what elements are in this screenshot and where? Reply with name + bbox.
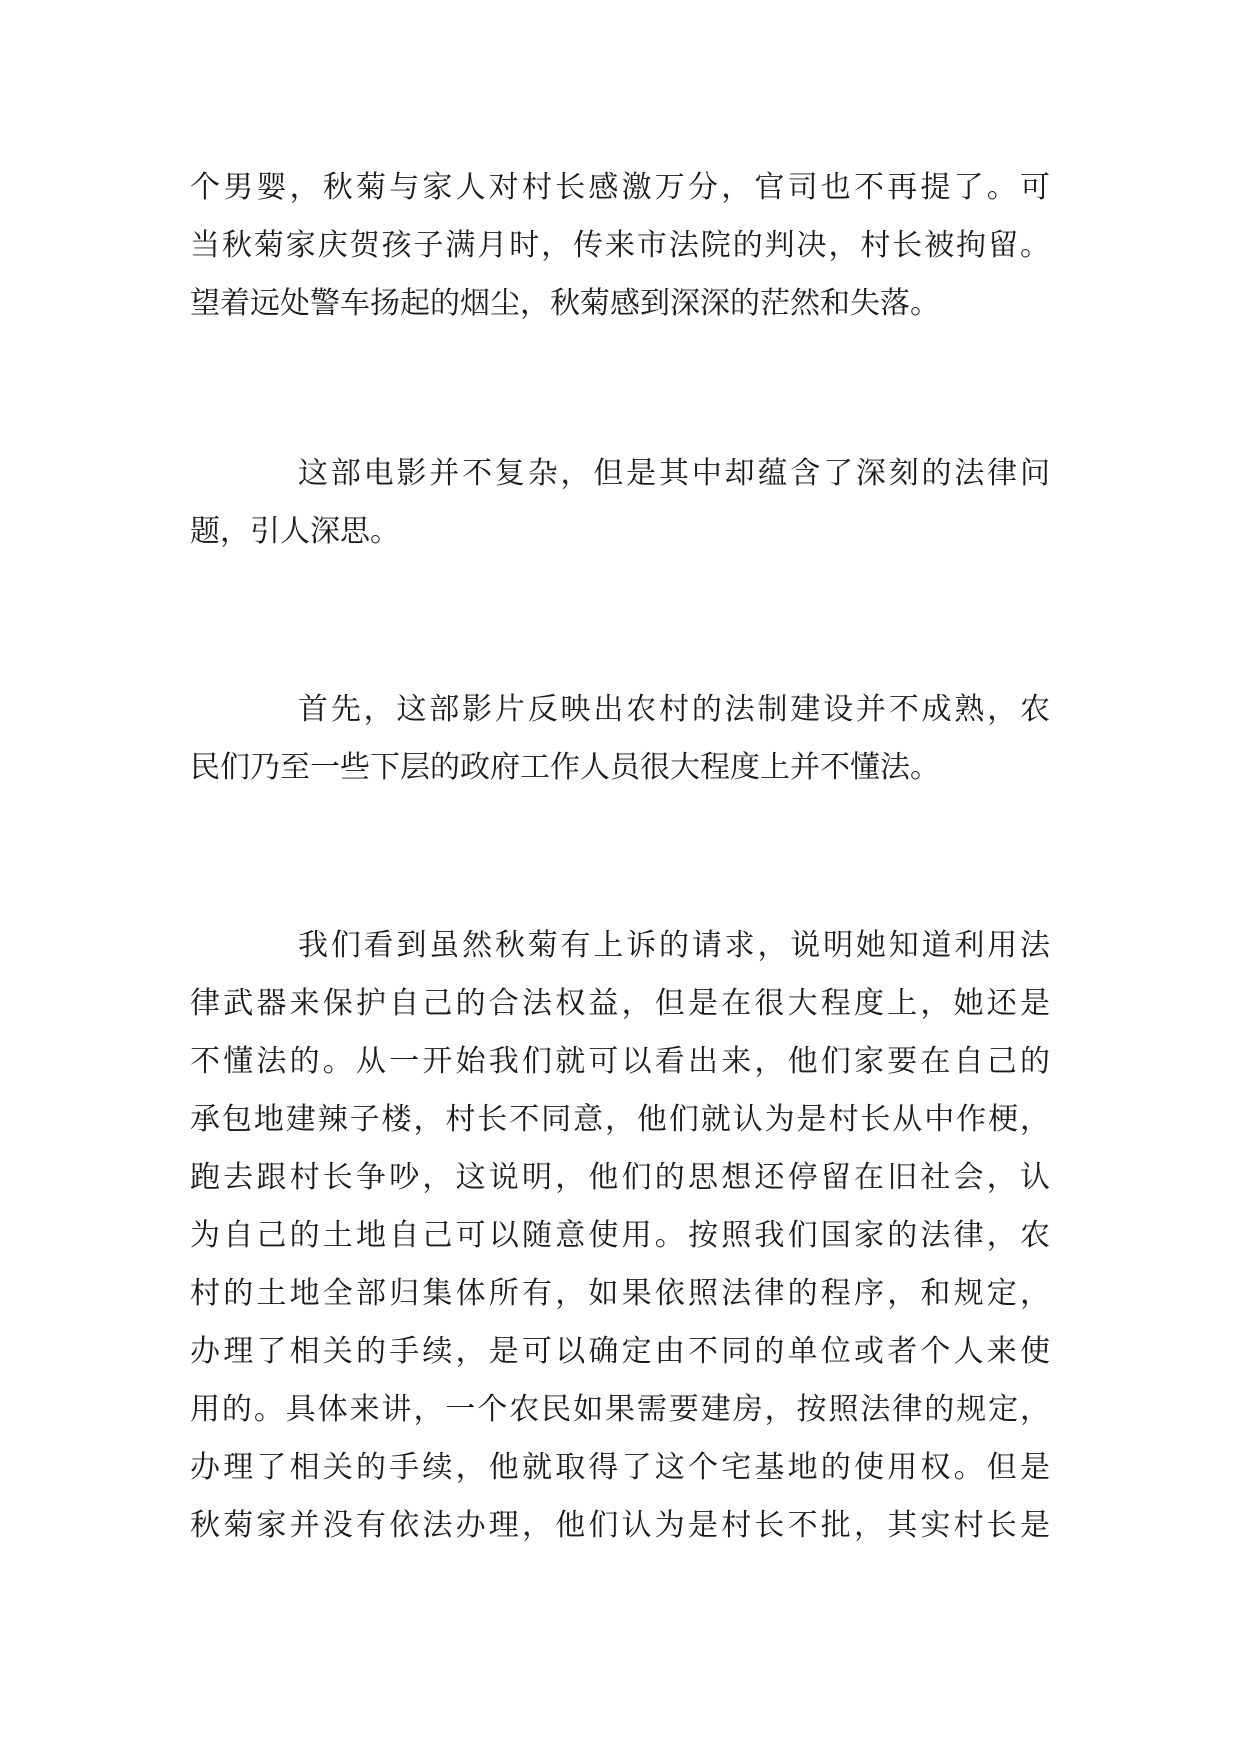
- text-line: 秋菊家并没有依法办理，他们认为是村长不批，其实村长是: [190, 1508, 1050, 1543]
- text-line: 律武器来保护自己的合法权益，但是在很大程度上，她还是: [190, 986, 1050, 1021]
- text-line: 用的。具体来讲，一个农民如果需要建房，按照法律的规定，: [190, 1392, 1050, 1427]
- text-line: 望着远处警车扬起的烟尘，秋菊感到深深的茫然和失落。: [190, 286, 940, 321]
- paragraph-first-point: [190, 681, 1050, 797]
- text-line: 个男婴，秋菊与家人对村长感激万分，官司也不再提了。可: [190, 170, 1050, 205]
- paragraph-continuation: [190, 159, 1050, 333]
- text-line: 办理了相关的手续，他就取得了这个宅基地的使用权。但是: [190, 1450, 1050, 1485]
- text-line: 为自己的土地自己可以随意使用。按照我们国家的法律，农: [190, 1218, 1050, 1253]
- text-line: 跑去跟村长争吵，这说明，他们的思想还停留在旧社会，认: [190, 1160, 1050, 1195]
- text-line: 村的土地全部归集体所有，如果依照法律的程序，和规定，: [190, 1276, 1050, 1311]
- paragraph-analysis: [190, 917, 1050, 1555]
- text-line: 题，引人深思。: [190, 514, 400, 549]
- paragraph-summary: [190, 445, 1050, 561]
- text-line: 我们看到虽然秋菊有上诉的请求，说明她知道利用法: [298, 928, 1050, 963]
- text-line: 当秋菊家庆贺孩子满月时，传来市法院的判决，村长被拘留。: [190, 228, 1050, 263]
- text-line: 办理了相关的手续，是可以确定由不同的单位或者个人来使: [190, 1334, 1050, 1369]
- text-line: 这部电影并不复杂，但是其中却蕴含了深刻的法律问: [298, 456, 1050, 491]
- text-line: 民们乃至一些下层的政府工作人员很大程度上并不懂法。: [190, 750, 940, 785]
- text-line: 首先，这部影片反映出农村的法制建设并不成熟，农: [298, 692, 1050, 727]
- text-line: 承包地建辣子楼，村长不同意，他们就认为是村长从中作梗，: [190, 1102, 1050, 1137]
- text-line: 不懂法的。从一开始我们就可以看出来，他们家要在自己的: [190, 1044, 1050, 1079]
